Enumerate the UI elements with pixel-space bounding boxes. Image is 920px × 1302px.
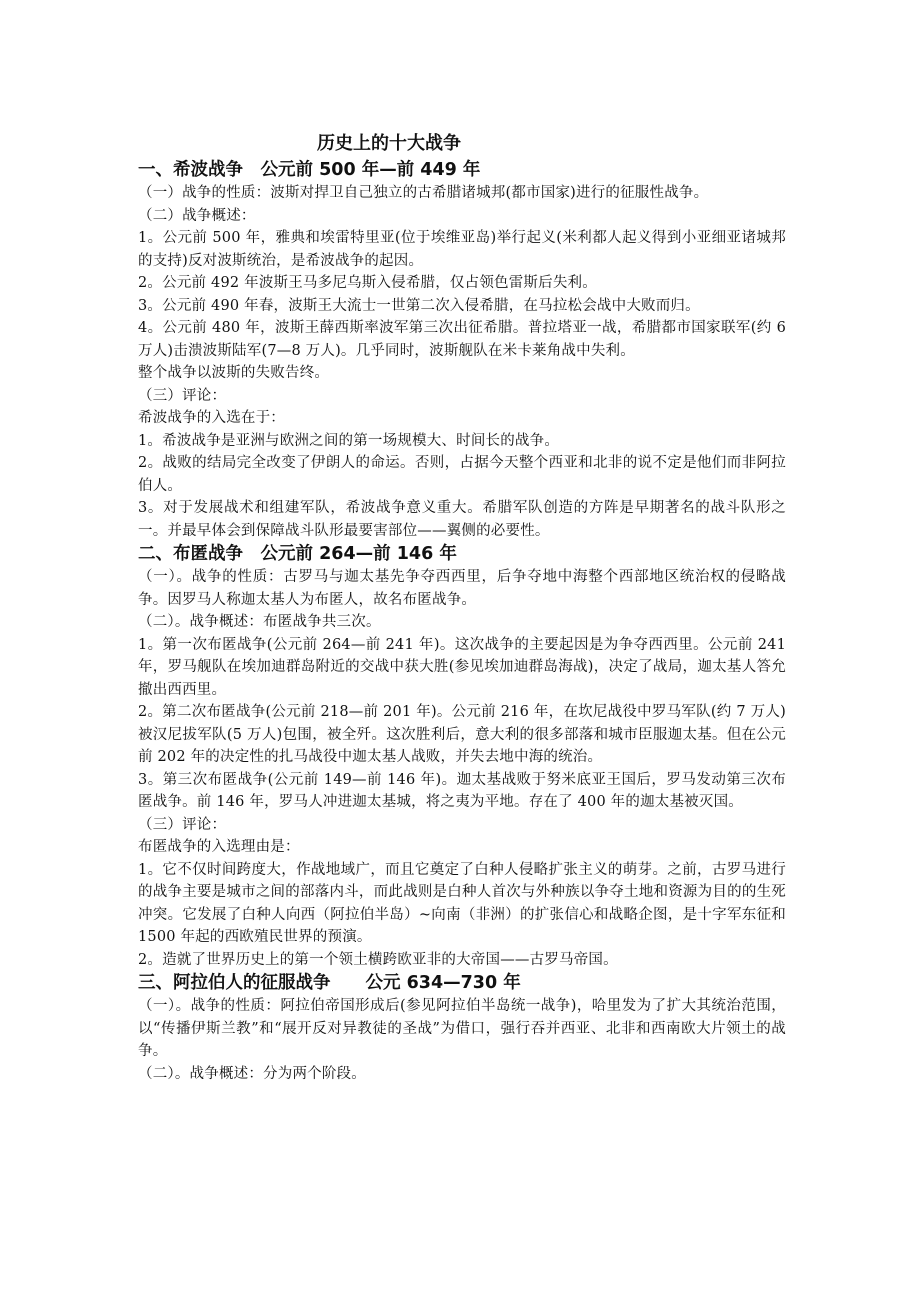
paragraph: 1。第一次布匿战争(公元前 264—前 241 年)。这次战争的主要起因是为争夺西西里。公元前 241 年，罗马舰队在埃加迪群岛附近的交战中获大胜(参见埃加迪群岛海战)，决定了战局，迦太基人答允撤出西西里。 — [138, 636, 786, 698]
paragraph: （二）。战争概述：分为两个阶段。 — [138, 1065, 366, 1082]
paragraph: 4。公元前 480 年，波斯王薛西斯率波军第三次出征希腊。普拉塔亚一战，希腊都市国家联军(约 6 万人)击溃波斯陆军(7—8 万人)。几乎同时，波斯舰队在米卡莱角战中失利。 — [138, 320, 786, 359]
paragraph: （三）评论： — [138, 387, 227, 404]
paragraph: 整个战争以波斯的失败告终。 — [138, 365, 330, 381]
paragraph: （一）。战争的性质：古罗马与迦太基先争夺西西里，后争夺地中海整个西部地区统治权的侵略战争。因罗马人称迦太基人为布匿人，故名布匿战争。 — [138, 569, 786, 608]
paragraph: （二）战争概述： — [138, 207, 256, 224]
paragraph: 布匿战争的入选理由是： — [138, 839, 300, 855]
document-page — [138, 130, 786, 1085]
paragraph: 2。公元前 492 年波斯王马多尼乌斯入侵希腊，仅占领色雷斯后失利。 — [138, 275, 597, 291]
paragraph: 1。它不仅时间跨度大，作战地域广，而且它奠定了白种人侵略扩张主义的萌芽。之前，古罗马进行的战争主要是城市之间的部落内斗，而此战则是白种人首次与外种族以争夺土地和资源为目的的生死冲突。它发展了白种人向西（阿拉伯半岛）~向南（非洲）的扩张信心和战略企图，是十字军东征和 1500 年起的西欧殖民世界的预演。 — [138, 861, 786, 945]
paragraph: 希波战争的入选在于： — [138, 410, 285, 426]
paragraph: 2。战败的结局完全改变了伊朗人的命运。否则，占据今天整个西亚和北非的说不定是他们而非阿拉伯人。 — [138, 455, 786, 494]
paragraph: （二）。战争概述：布匿战争共三次。 — [138, 614, 381, 630]
paragraph: 1。公元前 500 年，雅典和埃雷特里亚(位于埃维亚岛)举行起义(米利都人起义得到小亚细亚诸城邦的支持)反对波斯统治，是希波战争的起因。 — [138, 230, 786, 269]
paragraph: 2。第二次布匿战争(公元前 218—前 201 年)。公元前 216 年，在坎尼战役中罗马军队(约 7 万人)被汉尼拔军队(5 万人)包围，被全歼。这次胜利后，意大利的很多部落和城市臣服迦太基。但在公元前 202 年的决定性的扎马战役中迦太基人战败，并失去地中海的统治。 — [138, 704, 786, 765]
paragraph: 3。对于发展战术和组建军队，希波战争意义重大。希腊军队创造的方阵是早期著名的战斗队形之一。并最早体会到保障战斗队形最要害部位——翼侧的必要性。 — [138, 500, 786, 539]
paragraph: （三）评论： — [138, 816, 227, 833]
paragraph: （一）。战争的性质：阿拉伯帝国形成后(参见阿拉伯半岛统一战争)，哈里发为了扩大其统治范围，以“传播伊斯兰教”和“展开反对异教徒的圣战”为借口，强行吞并西亚、北非和西南欧大片领土的战争。 — [138, 998, 786, 1059]
paragraph: 1。希波战争是亚洲与欧洲之间的第一场规模大、时间长的战争。 — [138, 432, 560, 449]
section-heading: 二、布匿战争 公元前 264—前 146 年 — [138, 544, 457, 564]
paragraph: （一）战争的性质：波斯对捍卫自己独立的古希腊诸城邦(都市国家)进行的征服性战争。 — [138, 185, 709, 201]
section-heading: 一、希波战争 公元前 500 年—前 449 年 — [138, 160, 481, 180]
paragraph: 2。造就了世界历史上的第一个领土横跨欧亚非的大帝国——古罗马帝国。 — [138, 951, 618, 968]
document-title: 历史上的十大战争 — [317, 133, 461, 154]
paragraph: 3。公元前 490 年春，波斯王大流士一世第二次入侵希腊，在马拉松会战中大败而归。 — [138, 297, 700, 314]
paragraph: 3。第三次布匿战争(公元前 149—前 146 年)。迦太基战败于努米底亚王国后，罗马发动第三次布匿战争。前 146 年，罗马人冲进迦太基城，将之夷为平地。存在了 400 年的迦太基被灭国。 — [138, 771, 786, 810]
section-heading: 三、阿拉伯人的征服战争 公元 634—730 年 — [138, 973, 521, 993]
